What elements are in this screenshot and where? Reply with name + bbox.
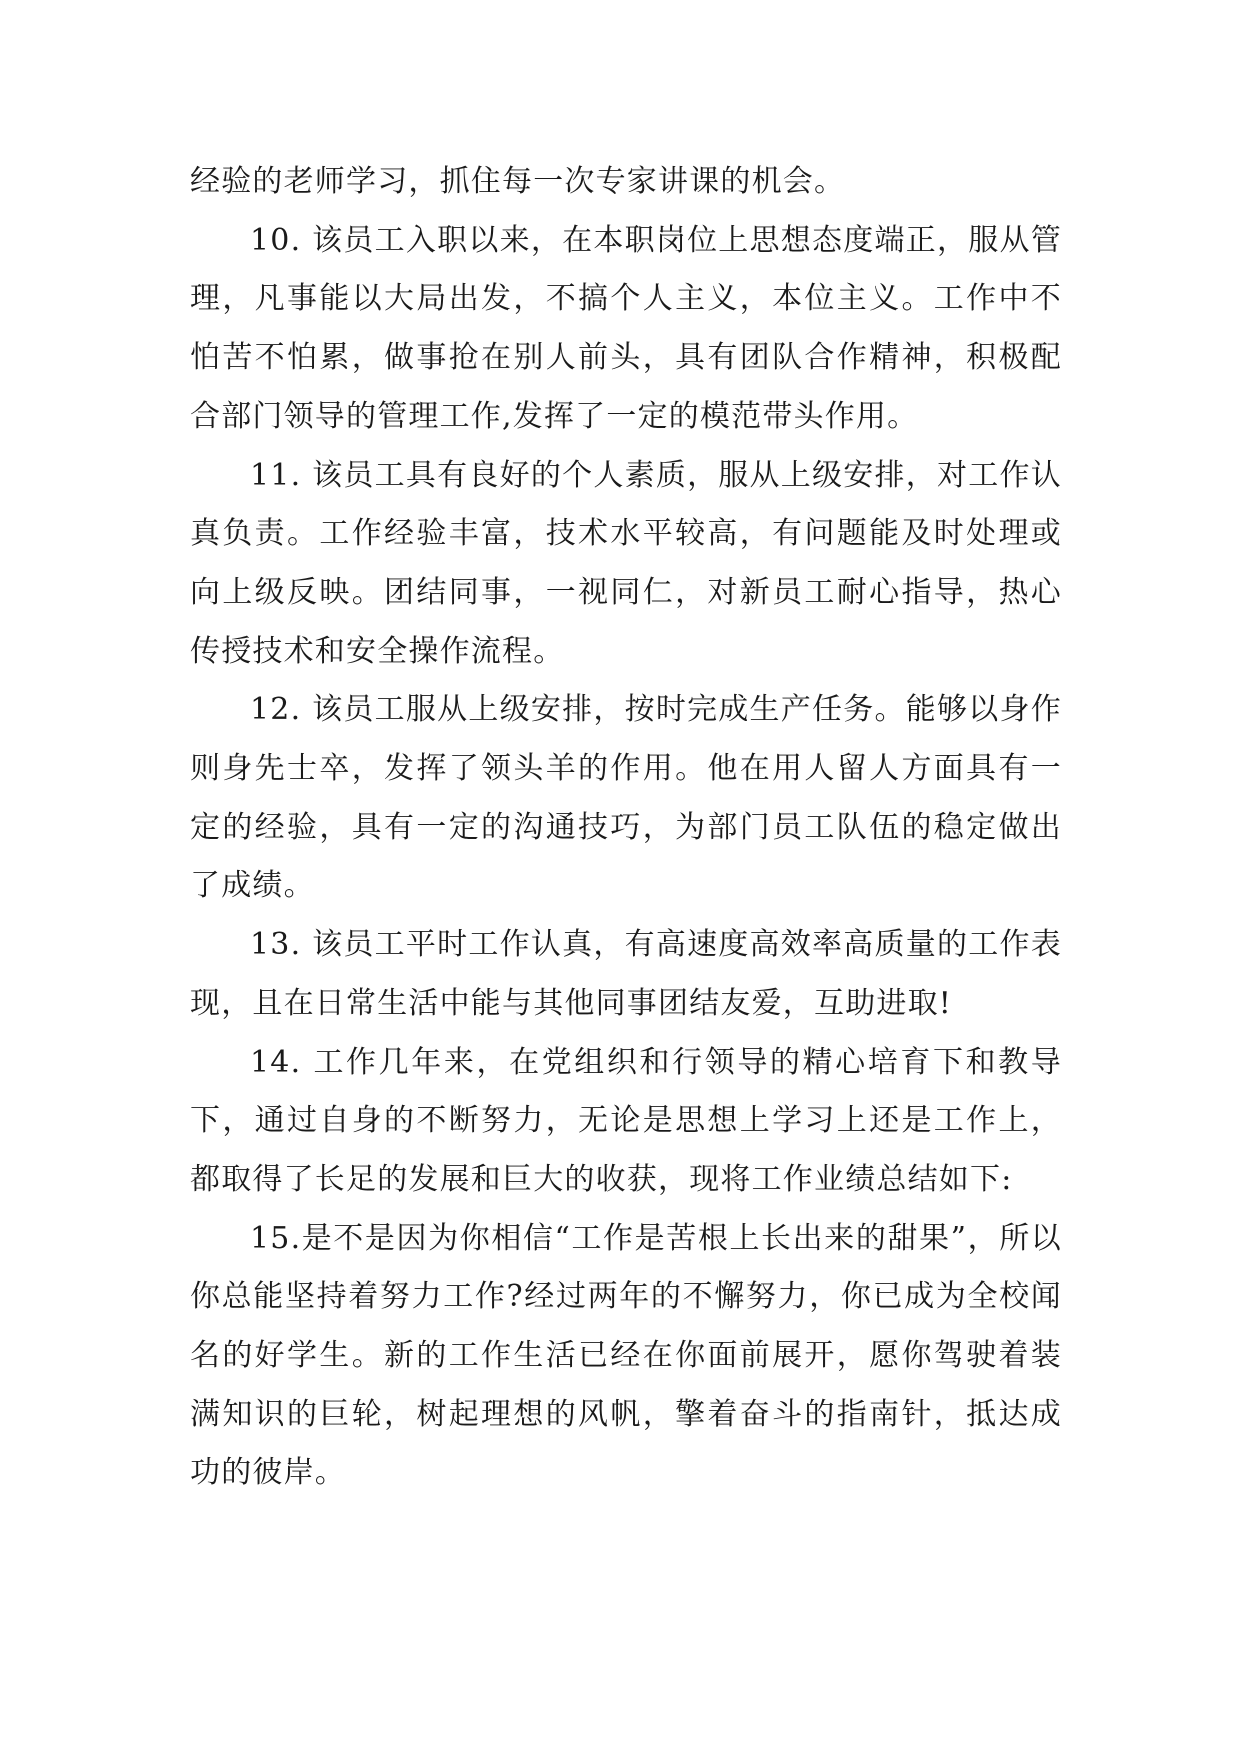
paragraph-item-14: 14. 工作几年来，在党组织和行领导的精心培育下和教导下，通过自身的不断努力，无论是思想上学习上还是工作上，都取得了长足的发展和巨大的收获，现将工作业绩总结如下: — [190, 1044, 1062, 1197]
document-body — [190, 153, 1062, 1503]
paragraph-item-13: 13. 该员工平时工作认真，有高速度高效率高质量的工作表现，且在日常生活中能与其他同事团结友爱，互助进取! — [190, 927, 1062, 1021]
paragraph-item-15: 15.是不是因为你相信“工作是苦根上长出来的甜果”，所以你总能坚持着努力工作?经过两年的不懈努力，你已成为全校闻名的好学生。新的工作生活已经在你面前展开，愿你驾驶着装满知识的巨轮，树起理想的风帆，擎着奋斗的指南针，抵达成功的彼岸。 — [190, 1220, 1062, 1491]
paragraph-item-11: 11. 该员工具有良好的个人素质，服从上级安排，对工作认真负责。工作经验丰富，技术水平较高，有问题能及时处理或向上级反映。团结同事，一视同仁，对新员工耐心指导，热心传授技术和安全操作流程。 — [190, 457, 1062, 669]
paragraph-item-12: 12. 该员工服从上级安排，按时完成生产任务。能够以身作则身先士卒，发挥了领头羊的作用。他在用人留人方面具有一定的经验，具有一定的沟通技巧，为部门员工队伍的稳定做出了成绩。 — [190, 692, 1062, 904]
paragraph-item-10: 10. 该员工入职以来，在本职岗位上思想态度端正，服从管理，凡事能以大局出发，不搞个人主义，本位主义。工作中不怕苦不怕累，做事抢在别人前头，具有团队合作精神，积极配合部门领导的管理工作,发挥了一定的模范带头作用。 — [190, 222, 1062, 434]
paragraph-continuation: 经验的老师学习，抓住每一次专家讲课的机会。 — [190, 164, 846, 199]
